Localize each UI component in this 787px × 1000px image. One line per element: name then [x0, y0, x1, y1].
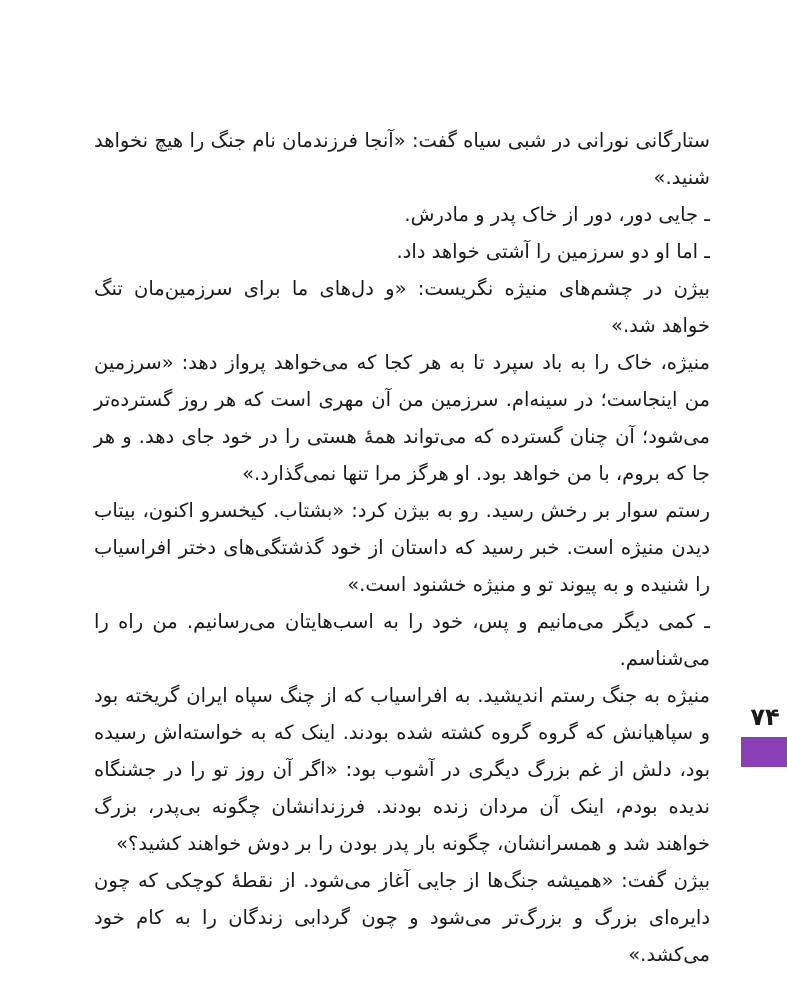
paragraph: ستارگانی نورانی در شبی سیاه گفت: «آنجا فرزندمان نام جنگ را هیچ نخواهد شنید.» — [94, 129, 710, 189]
page-number: ۷۴ — [750, 703, 780, 731]
paragraph: منیژه به جنگ رستم اندیشید. به افراسیاب که از چنگ سپاه ایران گریخته بود و سپاهیانش که گروه گروه کشته شده بودند. اینک که به خواسته‌اش رسیده بود، دلش از غم بزرگ دیگری در آشوب بود: «اگر آن روز تو را در جشنگاه ندیده بودم، اینک آن مردان زنده بودند. فرزندانشان چگونه بی‌پدر، بزرگ خواهند شد و همسرانشان، چگونه بار پدر بودن را بر دوش خواهند کشید؟» — [94, 684, 710, 855]
page-color-tab — [741, 737, 787, 767]
page-body — [94, 122, 710, 973]
paragraph: بیژن گفت: «همیشه جنگ‌ها از جایی آغاز می‌شود. از نقطهٔ کوچکی که چون دایره‌ای بزرگ و بزرگ‌تر می‌شود و چون گردابی زندگان را به کام خود می‌کشد.» — [94, 869, 710, 966]
paragraph: منیژه، خاک را به باد سپرد تا به هر کجا که می‌خواهد پرواز دهد: «سرزمین من اینجاست؛ در سینه‌ام. سرزمین من آن مهری است که هر روز گسترده‌تر می‌شود؛ آن چنان گسترده که می‌تواند همهٔ هستی را در خود جای دهد. و هر جا که بروم، با من خواهد بود. او هرگز مرا تنها نمی‌گذارد.» — [94, 351, 710, 485]
paragraph: بیژن در چشم‌های منیژه نگریست: «و دل‌های ما برای سرزمین‌مان تنگ خواهد شد.» — [94, 277, 710, 337]
paragraph: ـ اما او دو سرزمین را آشتی خواهد داد. — [396, 240, 710, 263]
paragraph: ـ کمی دیگر می‌مانیم و پس، خود را به اسب‌هایتان می‌رسانیم. من راه را می‌شناسم. — [94, 610, 710, 670]
paragraph: ـ جایی دور، دور از خاک پدر و مادرش. — [404, 203, 710, 226]
paragraph: رستم سوار بر رخش رسید. رو به بیژن کرد: «بشتاب. کیخسرو اکنون، بیتاب دیدن منیژه است. خبر رسید که داستان از خود گذشتگی‌های دختر افراسیاب را شنیده و به پیوند تو و منیژه خشنود است.» — [94, 499, 710, 596]
